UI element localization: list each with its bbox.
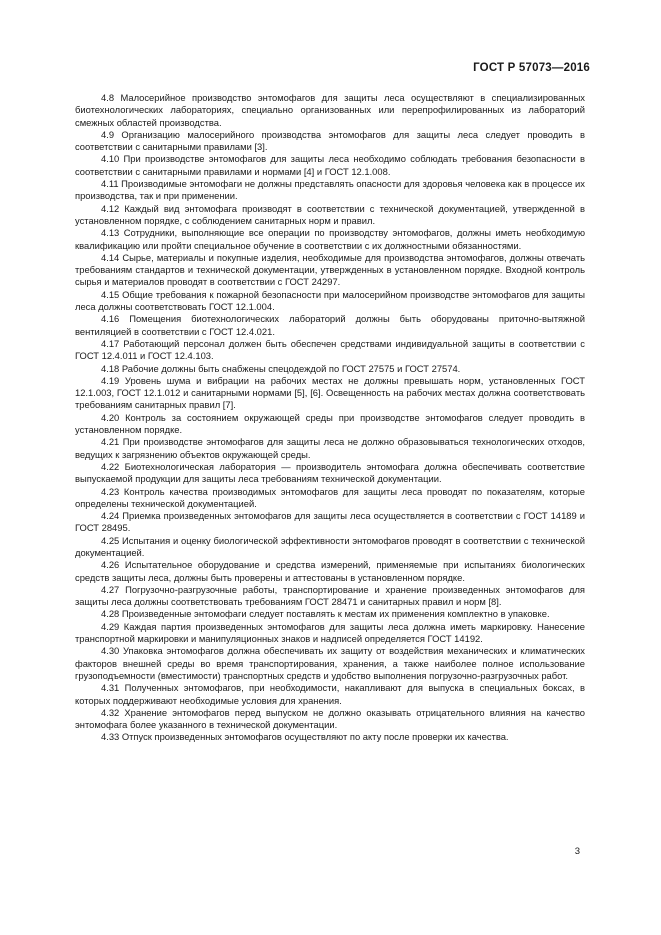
paragraph-4-16: 4.16 Помещения биотехнологических лабораторий должны быть оборудованы приточно-вытяжной вентиляцией в соответствии с ГОСТ 12.4.021. xyxy=(75,313,585,337)
paragraph-4-25: 4.25 Испытания и оценку биологической эффективности энтомофагов проводят в соответствии с технической документацией. xyxy=(75,534,585,558)
paragraph-4-23: 4.23 Контроль качества производимых энтомофагов для защиты леса проводят по показателям, которые определены технической документацией. xyxy=(75,485,585,509)
paragraph-4-28: 4.28 Произведенные энтомофаги следует поставлять к местам их применения комплектно в упаковке. xyxy=(101,608,550,620)
paragraph-4-24: 4.24 Приемка произведенных энтомофагов для защиты леса осуществляется в соответствии с ГОСТ 14189 и ГОСТ 28495. xyxy=(75,510,585,534)
paragraph-4-11: 4.11 Производимые энтомофаги не должны представлять опасности для здоровья человека как в процессе их производства, так и при применении. xyxy=(75,178,585,202)
paragraph-4-33: 4.33 Отпуск произведенных энтомофагов осуществляют по акту после проверки их качества. xyxy=(101,731,509,743)
paragraph-4-14: 4.14 Сырье, материалы и покупные изделия, необходимые для производства энтомофагов, должны отвечать требованиям стандартов и технической документации, утвержденных в установленном порядке. Входной контроль сырья и материалов проводят в соответствии с ГОСТ 24297. xyxy=(75,251,585,288)
paragraph-4-32: 4.32 Хранение энтомофагов перед выпуском не должно оказывать отрицательного влияния на качество энтомофага более указанного в технической документации. xyxy=(75,706,585,731)
document-id: ГОСТ Р 57073—2016 xyxy=(473,62,590,74)
paragraph-4-12: 4.12 Каждый вид энтомофага производят в соответствии с технической документацией, утвержденной в установленном порядке, с соблюдением санитарных норм и правил. xyxy=(75,202,585,226)
paragraph-4-27: 4.27 Погрузочно-разгрузочные работы, транспортирование и хранение произведенных энтомофагов для защиты леса должны соответствовать требованиям ГОСТ 28471 и санитарных правил и норм [8]. xyxy=(75,583,585,608)
paragraph-4-17: 4.17 Работающий персонал должен быть обеспечен средствами индивидуальной защиты в соответствии с ГОСТ 12.4.011 и ГОСТ 12.4.103. xyxy=(75,337,585,362)
paragraph-4-8: 4.8 Малосерийное производство энтомофагов для защиты леса осуществляют в специализированных биотехнологических лабораториях, специально организованных или перепрофилированных из лабораторий смежных областей производства. xyxy=(75,92,585,128)
paragraph-4-22: 4.22 Биотехнологическая лаборатория — производитель энтомофага должна обеспечивать соответствие выпускаемой продукции для защиты леса требованиям технической документации. xyxy=(75,460,585,485)
paragraph-4-31: 4.31 Полученных энтомофагов, при необходимости, накапливают для выпуска в специальных боксах, в которых поддерживают необходимые условия для хранения. xyxy=(75,682,585,706)
paragraph-4-13: 4.13 Сотрудники, выполняющие все операции по производству энтомофагов, должны иметь необходимую квалификацию или пройти специальное обучение в соответствии с их должностными обязанностями. xyxy=(75,227,585,251)
paragraph-4-9: 4.9 Организацию малосерийного производства энтомофагов для защиты леса следует проводить в соответствии с санитарными правилами [3]. xyxy=(75,128,585,153)
paragraph-4-26: 4.26 Испытательное оборудование и средства измерений, применяемые при испытаниях биологических средств защиты леса, должны быть проверены и аттестованы в установленном порядке. xyxy=(75,559,585,583)
paragraph-4-19: 4.19 Уровень шума и вибрации на рабочих местах не должны превышать норм, установленных ГОСТ 12.1.003, ГОСТ 12.1.012 и санитарными нормами [5], [6]. Освещенность на рабочих местах должна соответствовать требованиям санитарных правил [7]. xyxy=(75,374,585,411)
paragraph-4-20: 4.20 Контроль за состоянием окружающей среды при производстве энтомофагов следует проводить в установленном порядке. xyxy=(75,411,585,436)
paragraph-4-29: 4.29 Каждая партия произведенных энтомофагов для защиты леса должна иметь маркировку. Нанесение транспортной маркировки и манипуляционных знаков и надписей определяется ГОСТ 14192. xyxy=(75,620,585,645)
paragraph-4-21: 4.21 При производстве энтомофагов для защиты леса не должно образовываться технологических отходов, ведущих к загрязнению объектов окружающей среды. xyxy=(75,436,585,460)
paragraph-4-18: 4.18 Рабочие должны быть снабжены спецодеждой по ГОСТ 27575 и ГОСТ 27574. xyxy=(101,362,461,374)
paragraph-4-15: 4.15 Общие требования к пожарной безопасности при малосерийном производстве энтомофагов для защиты леса должны соответствовать ГОСТ 12.1.004. xyxy=(75,288,585,313)
body-text xyxy=(75,92,585,744)
page-number: 3 xyxy=(574,846,580,857)
paragraph-4-10: 4.10 При производстве энтомофагов для защиты леса необходимо соблюдать требования безопасности в соответствии с санитарными правилами и нормами [4] и ГОСТ 12.1.008. xyxy=(75,153,585,177)
paragraph-4-30: 4.30 Упаковка энтомофагов должна обеспечивать их защиту от воздействия механических и климатических факторов внешней среды во время транспортирования, хранения, а также наиболее полное использование грузоподъемности (вместимости) транспортных средств и удобство выполнения погрузочно-разгрузочных работ. xyxy=(75,645,585,681)
